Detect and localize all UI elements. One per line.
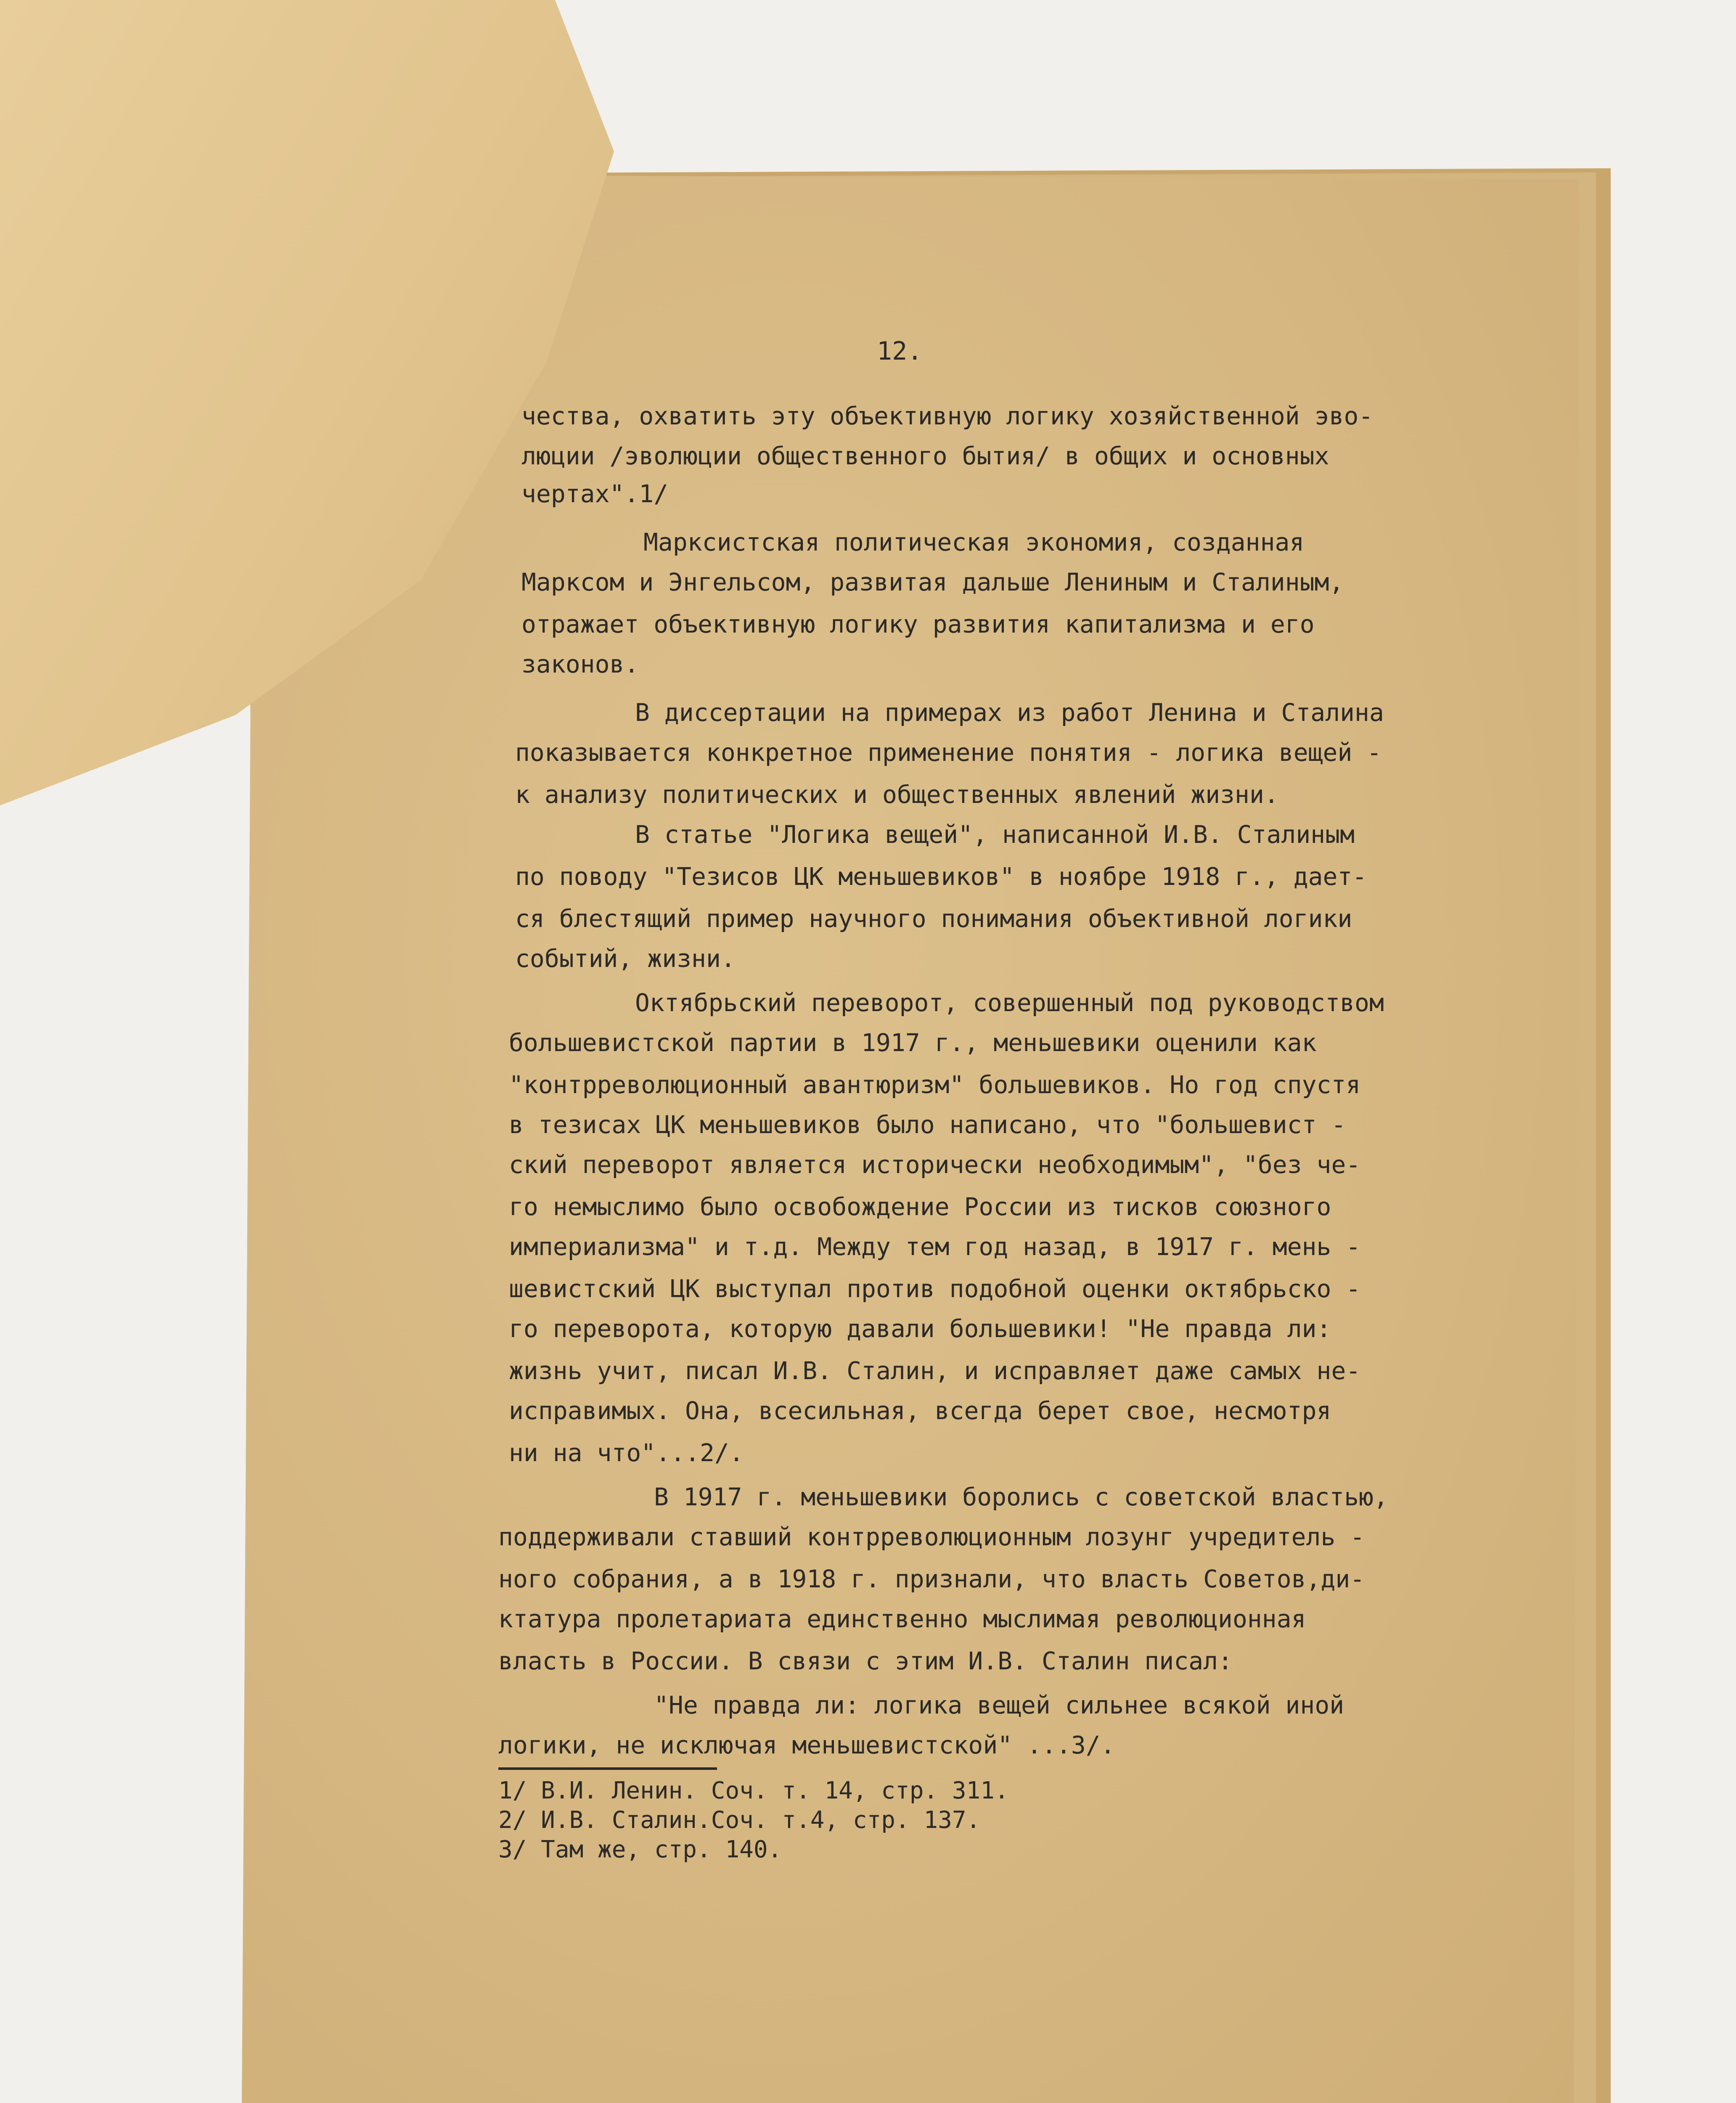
text-line: В 1917 г. меньшевики боролись с советской властью, bbox=[654, 1483, 1388, 1511]
text-line: власть в России. В связи с этим И.В. Сталин писал: bbox=[498, 1647, 1233, 1675]
footnote: 3/ Там же, стр. 140. bbox=[498, 1836, 782, 1863]
text-line: показывается конкретное применение понятия - логика вещей - bbox=[515, 738, 1382, 767]
text-line: люции /эволюции общественного бытия/ в общих и основных bbox=[521, 442, 1329, 470]
text-line: В диссертации на примерах из работ Ленина и Сталина bbox=[635, 698, 1384, 727]
page-number: 12. bbox=[877, 336, 923, 366]
text-line: исправимых. Она, всесильная, всегда берет свое, несмотря bbox=[509, 1396, 1331, 1425]
text-line: Октябрьский переворот, совершенный под руководством bbox=[635, 988, 1384, 1017]
text-line: го немыслимо было освобождение России из тисков союзного bbox=[509, 1192, 1331, 1221]
text-line: логики, не исключая меньшевистской" ...3/. bbox=[498, 1731, 1115, 1759]
text-line: в тезисах ЦК меньшевиков было написано, что "большевист - bbox=[509, 1110, 1346, 1139]
text-line: ся блестящий пример научного понимания объективной логики bbox=[515, 904, 1352, 933]
text-line: империализма" и т.д. Между тем год назад, в 1917 г. мень - bbox=[509, 1232, 1361, 1261]
text-line: к анализу политических и общественных явлений жизни. bbox=[515, 780, 1279, 809]
text-line: ский переворот является исторически необходимым", "без че- bbox=[509, 1150, 1361, 1179]
text-line: жизнь учит, писал И.В. Сталин, и исправляет даже самых не- bbox=[509, 1356, 1361, 1385]
footnote-separator bbox=[498, 1767, 717, 1770]
footnote: 2/ И.В. Сталин.Соч. т.4, стр. 137. bbox=[498, 1806, 981, 1834]
text-line: поддерживали ставший контрреволюционным лозунг учредитель - bbox=[498, 1523, 1365, 1551]
text-line: чертах".1/ bbox=[521, 479, 669, 508]
text-line: В статье "Логика вещей", написанной И.В. Сталиным bbox=[635, 820, 1355, 849]
text-line: ни на что"...2/. bbox=[509, 1438, 744, 1467]
text-line: го переворота, которую давали большевики! "Не правда ли: bbox=[509, 1314, 1331, 1343]
text-line: шевистский ЦК выступал против подобной оценки октябрьско - bbox=[509, 1274, 1361, 1303]
text-line: событий, жизни. bbox=[515, 944, 736, 973]
text-line: ного собрания, а в 1918 г. признали, что власть Советов,ди- bbox=[498, 1565, 1365, 1593]
text-line: "Не правда ли: логика вещей сильнее всякой иной bbox=[654, 1691, 1344, 1719]
text-line: законов. bbox=[521, 650, 639, 678]
text-line: "контрреволюционный авантюризм" большевиков. Но год спустя bbox=[509, 1070, 1361, 1099]
text-line: по поводу "Тезисов ЦК меньшевиков" в ноябре 1918 г., дает- bbox=[515, 862, 1367, 891]
text-line: Марксом и Энгельсом, развитая дальше Лениным и Сталиным, bbox=[521, 568, 1344, 596]
text-line: отражает объективную логику развития капитализма и его bbox=[521, 610, 1315, 638]
text-line: ктатура пролетариата единственно мыслимая революционная bbox=[498, 1605, 1306, 1633]
footnote: 1/ В.И. Ленин. Соч. т. 14, стр. 311. bbox=[498, 1777, 1009, 1804]
text-line: большевистской партии в 1917 г., меньшевики оценили как bbox=[509, 1028, 1317, 1057]
text-line: Марксистская политическая экономия, созданная bbox=[643, 528, 1305, 556]
text-line: чества, охватить эту объективную логику хозяйственной эво- bbox=[521, 402, 1373, 430]
